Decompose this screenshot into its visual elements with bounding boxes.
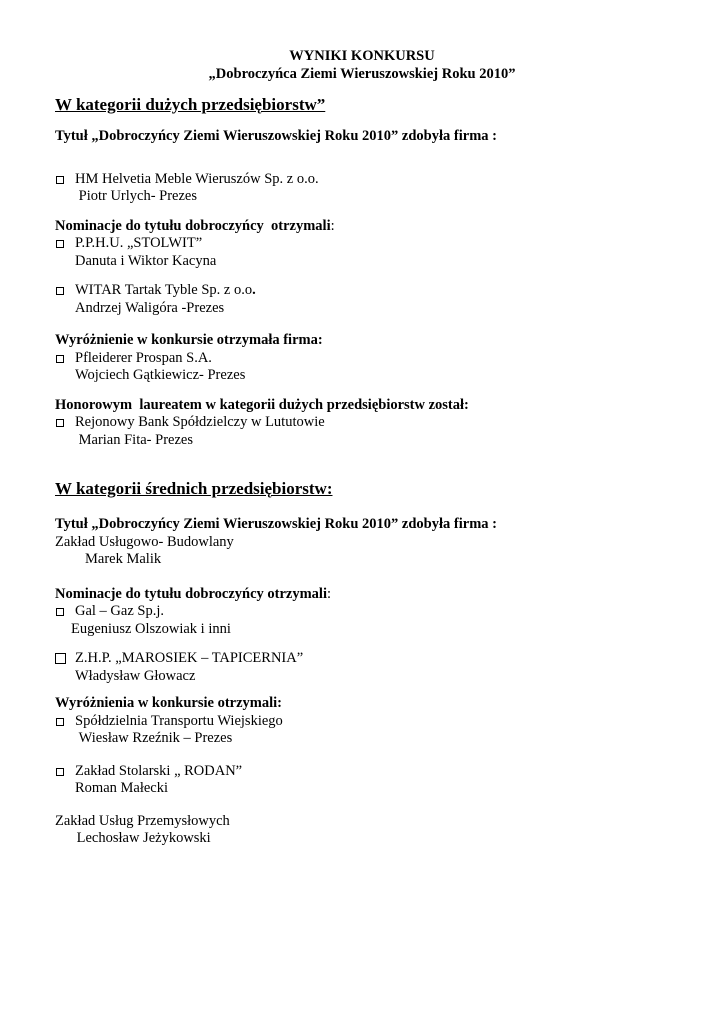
winner-label-medium: Tytuł „Dobroczyńcy Ziemi Wieruszowskiej Roku 2010” zdobyła firma : bbox=[55, 516, 497, 532]
label-text: Nominacje do tytułu dobroczyńcy otrzymali bbox=[55, 217, 331, 234]
company-name: Zakład Usługowo- Budowlany bbox=[55, 533, 234, 550]
distinction-label-medium: Wyróżnienia w konkursie otrzymali: bbox=[55, 695, 283, 711]
company-name: Rejonowy Bank Spółdzielczy w Lututowie bbox=[75, 414, 325, 430]
square-bullet-icon bbox=[56, 176, 64, 184]
list-item-nominee-marosiek bbox=[55, 650, 669, 685]
square-bullet-icon bbox=[55, 653, 66, 664]
square-bullet-icon bbox=[56, 608, 64, 616]
list-item-nominee-witar bbox=[55, 282, 669, 317]
company-name: P.P.H.U. „STOLWIT” bbox=[75, 235, 203, 251]
title-line-1: WYNIKI KONKURSU bbox=[289, 48, 435, 64]
heading-medium-companies: W kategorii średnich przedsiębiorstw: bbox=[55, 479, 333, 498]
person-name: Wojciech Gątkiewicz- Prezes bbox=[75, 367, 246, 383]
list-item-nominee-stolwit bbox=[55, 235, 669, 270]
nominations-label-large bbox=[55, 218, 669, 236]
title-line-2: „Dobroczyńca Ziemi Wieruszowskiej Roku 2010” bbox=[208, 65, 516, 82]
document-title bbox=[55, 48, 669, 83]
person-name: Andrzej Waligóra -Prezes bbox=[75, 299, 225, 316]
person-name: Marek Malik bbox=[85, 551, 162, 567]
square-bullet-icon bbox=[56, 419, 64, 427]
person-name: Marian Fita- Prezes bbox=[75, 431, 193, 448]
company-name bbox=[75, 282, 669, 300]
label-suffix: : bbox=[326, 585, 332, 602]
list-item-winner-medium bbox=[55, 534, 669, 569]
label-suffix: : bbox=[330, 217, 335, 234]
list-item-distinction-large bbox=[55, 350, 669, 385]
list-item-distinction-przemyslowych bbox=[55, 813, 669, 848]
company-name: Zakład Usług Przemysłowych bbox=[55, 812, 230, 829]
list-item-honorary-large bbox=[55, 414, 669, 449]
winner-label-large: Tytuł „Dobroczyńcy Ziemi Wieruszowskiej Roku 2010” zdobyła firma : bbox=[55, 128, 497, 144]
company-name-bold-period: . bbox=[252, 282, 256, 298]
company-name: Zakład Stolarski „ RODAN” bbox=[75, 762, 243, 779]
honorary-label-large: Honorowym laureatem w kategorii dużych przedsiębiorstw został: bbox=[55, 396, 469, 413]
list-item-winner-large bbox=[55, 171, 669, 206]
person-name: Roman Małecki bbox=[75, 780, 169, 796]
list-item-distinction-rodan bbox=[55, 763, 669, 798]
square-bullet-icon bbox=[56, 718, 64, 726]
person-name: Eugeniusz Olszowiak i inni bbox=[71, 620, 231, 637]
square-bullet-icon bbox=[56, 287, 64, 295]
company-name: HM Helvetia Meble Wieruszów Sp. z o.o. bbox=[75, 170, 319, 187]
company-name: Pfleiderer Prospan S.A. bbox=[75, 349, 212, 366]
company-name: Gal – Gaz Sp.j. bbox=[75, 603, 164, 619]
square-bullet-icon bbox=[56, 355, 64, 363]
person-name: Danuta i Wiktor Kacyna bbox=[75, 252, 217, 269]
company-name: Spółdzielnia Transportu Wiejskiego bbox=[75, 712, 283, 729]
nominations-label-medium bbox=[55, 586, 669, 604]
list-item-nominee-galgaz bbox=[55, 603, 669, 638]
label-text: Nominacje do tytułu dobroczyńcy otrzymali bbox=[55, 585, 327, 602]
person-name: Wiesław Rzeźnik – Prezes bbox=[75, 730, 233, 746]
square-bullet-icon bbox=[56, 240, 64, 248]
person-name: Piotr Urlych- Prezes bbox=[75, 188, 198, 204]
distinction-label-large: Wyróżnienie w konkursie otrzymała firma: bbox=[55, 332, 323, 348]
list-item-distinction-transport bbox=[55, 713, 669, 748]
person-name: Lechosław Jeżykowski bbox=[73, 830, 211, 846]
heading-large-companies: W kategorii dużych przedsiębiorstw” bbox=[55, 95, 326, 114]
person-name: Władysław Głowacz bbox=[75, 667, 196, 684]
company-name: Z.H.P. „MAROSIEK – TAPICERNIA” bbox=[75, 650, 304, 666]
company-name-text: WITAR Tartak Tyble Sp. z o.o bbox=[75, 282, 253, 298]
square-bullet-icon bbox=[56, 768, 64, 776]
